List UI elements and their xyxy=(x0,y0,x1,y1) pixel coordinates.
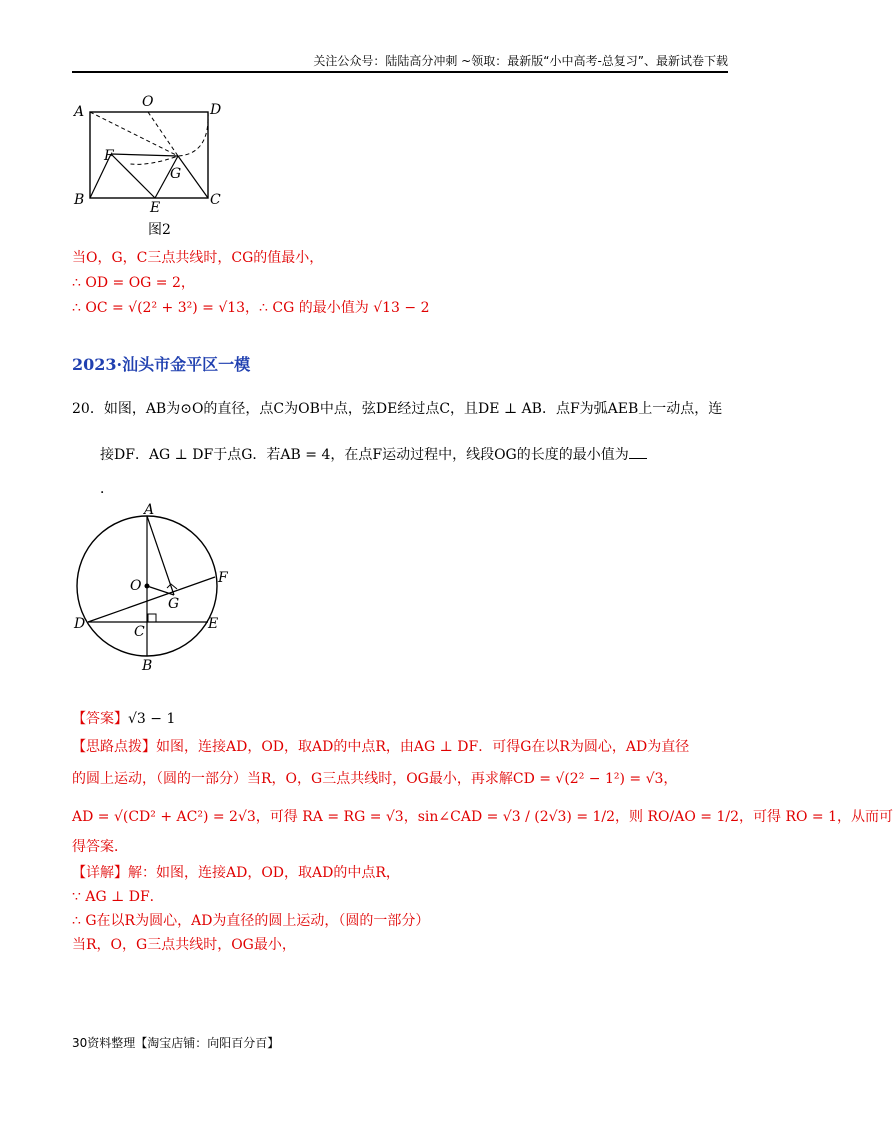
problem-line-3: ． xyxy=(100,481,114,497)
segment-fe xyxy=(111,154,155,198)
segment-gc xyxy=(178,156,208,198)
problem-line-1: 20．如图，AB为⊙O的直径，点C为OB中点，弦DE经过点C，且DE ⊥ AB．点F为弧AEB上一动点，连 xyxy=(72,401,723,417)
analysis-line-2: 的圆上运动，（圆的一部分）当R，O，G三点共线时，OG最小，再求解CD = √(2² − 1²) = √3， xyxy=(72,771,678,787)
analysis-line-3: AD = √(CD² + AC²) = 2√3，可得 RA = RG = √3，sin∠CAD = √3 / (2√3) = 1/2，则 RO/AO = 1/2，可得 RO = 1，从而可 xyxy=(72,809,893,825)
detail-line-1 xyxy=(72,862,400,882)
label-e: E xyxy=(208,616,219,632)
detail-line-4: 当R，O，G三点共线时，OG最小， xyxy=(72,937,296,953)
page-footer xyxy=(72,1034,279,1051)
label-a: A xyxy=(144,502,155,518)
dashed-og xyxy=(148,112,178,156)
figure-circle xyxy=(70,502,240,674)
label-o: O xyxy=(130,578,142,594)
header-rule xyxy=(72,71,728,73)
analysis-line-1 xyxy=(72,736,689,756)
label-g: G xyxy=(170,166,182,182)
label-f: F xyxy=(218,570,228,586)
segment-og xyxy=(147,586,174,595)
label-c: C xyxy=(210,192,221,208)
detail-line-3: ∴ G在以R为圆心，AD为直径的圆上运动，（圆的一部分） xyxy=(72,913,430,929)
page-number: 30 xyxy=(72,1036,88,1050)
figure-rectangle xyxy=(70,94,230,239)
label-o: O xyxy=(142,94,154,110)
analysis-tag: 【思路点拨】 xyxy=(72,739,156,755)
solution-line-3: ∴ OC = √(2² + 3²) = √13，∴ CG 的最小值为 √13 − 2 xyxy=(72,300,430,316)
detail-text-1: 解：如图，连接AD，OD，取AD的中点R， xyxy=(128,865,400,881)
chord-df xyxy=(88,577,215,622)
solution-line-1: 当O，G，C三点共线时，CG的值最小， xyxy=(72,250,324,266)
label-g: G xyxy=(168,596,180,612)
analysis-text-1: 如图，连接AD，OD，取AD的中点R，由AG ⊥ DF．可得G在以R为圆心，AD为直径 xyxy=(156,739,690,755)
problem-line-2 xyxy=(100,444,647,464)
problem-line-2-text: 接DF．AG ⊥ DF于点G．若AB = 4，在点F运动过程中，线段OG的长度的最小值为 xyxy=(100,447,629,463)
label-d: D xyxy=(74,616,86,632)
answer-value: √3 − 1 xyxy=(128,711,176,727)
label-b: B xyxy=(142,658,153,674)
analysis-line-4: 得答案． xyxy=(72,839,128,855)
label-c: C xyxy=(134,624,145,640)
right-angle-c xyxy=(148,614,156,622)
label-f: F xyxy=(104,148,114,164)
label-a: A xyxy=(74,104,85,120)
label-b: B xyxy=(74,192,85,208)
label-d: D xyxy=(210,102,222,118)
footer-text: 资料整理【淘宝店铺：向阳百分百】 xyxy=(87,1036,280,1050)
answer-tag: 【答案】 xyxy=(72,711,128,727)
center-dot xyxy=(145,584,150,589)
detail-line-2: ∵ AG ⊥ DF． xyxy=(72,889,164,905)
segment-fg xyxy=(111,154,178,156)
figure-caption: 图2 xyxy=(148,222,171,238)
label-e: E xyxy=(150,200,161,216)
section-title: 2023·汕头市金平区一模 xyxy=(72,355,251,374)
segment-ag xyxy=(147,516,174,595)
detail-tag: 【详解】 xyxy=(72,865,128,881)
page-header: 关注公众号：陆陆高分冲刺 ~领取：最新版“小中高考-总复习”、最新试卷下载 xyxy=(313,54,728,68)
solution-line-2: ∴ OD = OG = 2， xyxy=(72,275,195,291)
answer-line xyxy=(72,708,175,728)
answer-blank xyxy=(629,458,647,459)
